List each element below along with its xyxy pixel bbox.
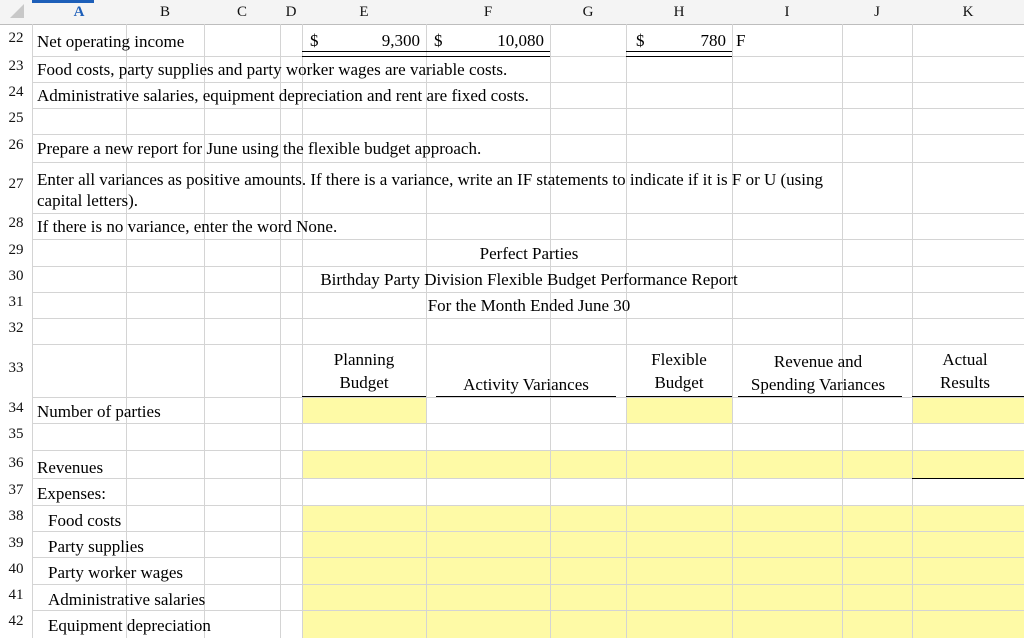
column-header-c[interactable]: C [236, 4, 247, 20]
column-header-b[interactable]: B [159, 4, 170, 20]
row-header[interactable]: 25 [0, 110, 32, 127]
currency-symbol: $ [636, 31, 645, 50]
gridline [32, 108, 1024, 109]
column-header-f[interactable]: F [483, 4, 493, 20]
double-underline [426, 51, 550, 57]
column-header-g[interactable]: G [582, 4, 594, 20]
company-name[interactable]: Perfect Parties [479, 244, 579, 263]
flexible-budget-heading-line1[interactable]: Flexible [651, 350, 707, 369]
gridline [32, 134, 1024, 135]
gridline [204, 24, 205, 638]
row-header[interactable]: 30 [0, 268, 32, 285]
row-header[interactable]: 41 [0, 587, 32, 604]
flexible-budget-heading-line2: Budget [654, 373, 704, 392]
row-header[interactable]: 42 [0, 613, 32, 630]
column-header-d[interactable]: D [285, 4, 297, 20]
gridline [32, 450, 1024, 451]
heading-underline [738, 396, 902, 397]
heading-underline [302, 396, 426, 397]
gridline [32, 584, 1024, 585]
expenses-label[interactable]: Expenses: [37, 484, 106, 503]
currency-symbol: $ [310, 31, 319, 50]
revenues-label[interactable]: Revenues [37, 458, 104, 477]
row-header[interactable]: 29 [0, 242, 32, 259]
gridline [32, 557, 1024, 558]
party-worker-wages-label[interactable]: Party worker wages [48, 563, 184, 582]
input-cell-k34[interactable] [912, 397, 1024, 423]
currency-symbol: $ [434, 31, 443, 50]
gridline [32, 397, 1024, 398]
actual-net-income-value[interactable]: 10,080 [497, 31, 544, 50]
activity-variances-heading[interactable]: Activity Variances [463, 375, 589, 394]
input-range-revenues[interactable] [302, 450, 1024, 478]
instruction-text[interactable]: If there is no variance, enter the word None. [37, 217, 338, 236]
report-period[interactable]: For the Month Ended June 30 [427, 296, 631, 315]
gridline [32, 478, 1024, 479]
gridline [732, 24, 733, 638]
planning-budget-heading-line2: Budget [339, 373, 389, 392]
variance-net-income-value[interactable]: 780 [700, 31, 726, 50]
row-header[interactable]: 24 [0, 84, 32, 101]
instruction-text-continued: capital letters). [37, 191, 139, 210]
row-header[interactable]: 22 [0, 30, 32, 47]
row-header[interactable]: 23 [0, 58, 32, 75]
heading-underline [436, 396, 616, 397]
heading-underline [912, 396, 1024, 397]
column-header-h[interactable]: H [673, 4, 685, 20]
input-cell-h34[interactable] [626, 397, 732, 423]
gridline [32, 162, 1024, 163]
gridline [32, 505, 1024, 506]
gridline [426, 24, 427, 638]
row-header[interactable]: 31 [0, 294, 32, 311]
row-header[interactable]: 40 [0, 561, 32, 578]
gridline [32, 344, 1024, 345]
input-cell-e34[interactable] [302, 397, 426, 423]
row-header[interactable]: 26 [0, 137, 32, 154]
column-header-e[interactable]: E [359, 4, 369, 20]
gridline [32, 24, 33, 638]
column-header-k[interactable]: K [962, 4, 974, 20]
party-supplies-label[interactable]: Party supplies [48, 537, 144, 556]
row-header[interactable]: 35 [0, 426, 32, 443]
row-header[interactable]: 32 [0, 320, 32, 337]
gridline [842, 24, 843, 638]
administrative-salaries-label[interactable]: Administrative salaries [48, 590, 206, 609]
gridline [32, 318, 1024, 319]
input-range-expenses[interactable] [302, 505, 1024, 638]
net-operating-income-label[interactable]: Net operating income [37, 32, 185, 51]
gridline [32, 531, 1024, 532]
gridline [550, 24, 551, 638]
instruction-text[interactable]: Prepare a new report for June using the flexible budget approach. [37, 139, 482, 158]
heading-underline [626, 396, 732, 397]
row-header[interactable]: 39 [0, 535, 32, 552]
equipment-depreciation-label[interactable]: Equipment depreciation [48, 616, 211, 635]
row-header[interactable]: 27 [0, 176, 32, 193]
gridline [626, 24, 627, 638]
select-all-icon [10, 4, 24, 18]
gridline [32, 213, 1024, 214]
row-header[interactable]: 37 [0, 482, 32, 499]
select-all-corner[interactable] [0, 0, 32, 24]
column-header-i[interactable]: I [784, 4, 790, 20]
row-header[interactable]: 34 [0, 400, 32, 417]
row-header[interactable]: 36 [0, 455, 32, 472]
column-header-a[interactable]: A [73, 4, 85, 20]
gridline [302, 24, 303, 638]
double-underline [626, 51, 732, 57]
planning-budget-heading-line1[interactable]: Planning [333, 350, 395, 369]
revenue-spending-heading-line1[interactable]: Revenue and [773, 352, 863, 371]
gridline [280, 24, 281, 638]
double-underline [302, 51, 426, 57]
food-costs-label[interactable]: Food costs [48, 511, 122, 530]
report-title[interactable]: Birthday Party Division Flexible Budget Performance Report [320, 270, 738, 289]
column-header-j[interactable]: J [874, 4, 880, 20]
instruction-text[interactable]: Enter all variances as positive amounts. If there is a variance, write an IF statements to indicate if it is F or U (using [37, 170, 824, 189]
actual-results-heading-line2: Results [939, 373, 991, 392]
variance-flag[interactable]: F [736, 31, 746, 50]
gridline [32, 82, 1024, 83]
instruction-text[interactable]: Administrative salaries, equipment depreciation and rent are fixed costs. [37, 86, 529, 105]
row-header[interactable]: 33 [0, 360, 32, 377]
gridline [32, 266, 1024, 267]
gridline [32, 292, 1024, 293]
revenue-spending-heading-line2: Spending Variances [750, 375, 886, 394]
instruction-text[interactable]: Food costs, party supplies and party worker wages are variable costs. [37, 60, 508, 79]
planning-net-income-value[interactable]: 9,300 [381, 31, 420, 50]
gridline [32, 423, 1024, 424]
cell-border [912, 478, 1024, 479]
gridline [32, 610, 1024, 611]
actual-results-heading-line1[interactable]: Actual [942, 350, 988, 369]
gridline [912, 24, 913, 638]
number-of-parties-label[interactable]: Number of parties [37, 402, 161, 421]
row-header[interactable]: 38 [0, 508, 32, 525]
gridline [32, 239, 1024, 240]
row-header[interactable]: 28 [0, 215, 32, 232]
